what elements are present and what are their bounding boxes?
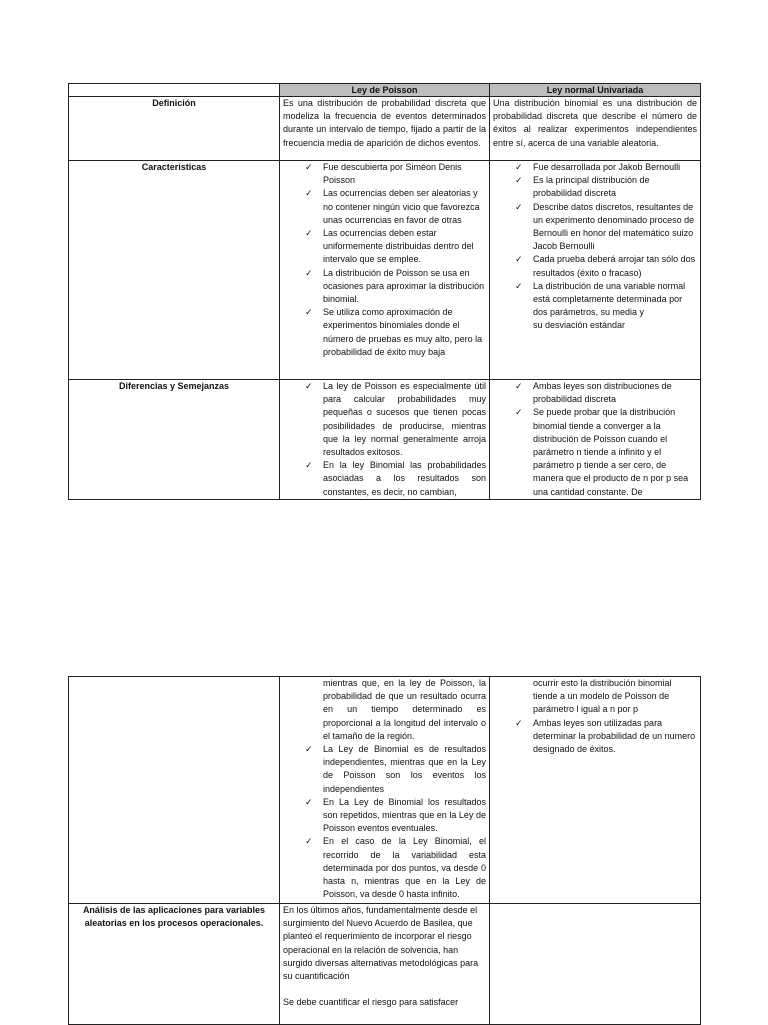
comparison-table-page2 bbox=[68, 676, 701, 1025]
row-analisis bbox=[69, 904, 701, 1025]
row-diferencias bbox=[69, 380, 701, 500]
list-item: ✓ La Ley de Binomial es de resultados independientes, mientras que en la Ley de Poisson son los eventos los independientes bbox=[323, 743, 486, 796]
row-caracteristicas bbox=[69, 161, 701, 380]
row-label-definicion: Definición bbox=[69, 97, 280, 161]
comparison-table-page1 bbox=[68, 83, 701, 500]
list-item: ✓ En la ley Binomial las probabilidades asociadas a los resultados son constantes, es decir, no cambian, bbox=[323, 459, 486, 499]
analisis-gap bbox=[283, 983, 486, 996]
list-item: ✓ La distribución de Poisson se usa en ocasiones para aproximar la distribución binomial. bbox=[323, 267, 486, 307]
analisis-text-cell bbox=[280, 904, 490, 1025]
diferencias-normal bbox=[490, 380, 701, 500]
list-item: ✓ Se puede probar que la distribución binomial tiende a converger a la distribución de Poisson cuando el parámetro n tiende a infinito y el parámetro p tiende a ser cero, de manera que el producto de n por p sea una cantidad constante. De bbox=[533, 406, 697, 498]
cont-normal-list bbox=[493, 717, 697, 757]
diferencias-poisson bbox=[280, 380, 490, 500]
row-diferencias-cont bbox=[69, 677, 701, 904]
row-label-caracteristicas: Características bbox=[69, 161, 280, 380]
caracteristicas-poisson bbox=[280, 161, 490, 380]
list-item: ✓ Fue descubierta por Siméon Denis Poisson bbox=[323, 161, 486, 187]
header-normal: Ley normal Univariada bbox=[490, 84, 701, 97]
cont-poisson bbox=[280, 677, 490, 904]
diferencias-poisson-list bbox=[283, 380, 486, 499]
caracteristicas-normal-list bbox=[493, 161, 697, 319]
list-item: ✓ Describe datos discretos, resultantes de un experimento denominado proceso de Bernoulli en honor del matemático suizo Jacob Bernoulli bbox=[533, 201, 697, 254]
definicion-normal: Una distribución binomial es una distribución de probabilidad discreta que describe el número de éxitos al realizar experimentos independientes entre sí, acerca de una variable aleatoria. bbox=[490, 97, 701, 161]
list-item: ✓ Ambas leyes son utilizadas para determinar la probabilidad de un numero designado de éxitos. bbox=[533, 717, 697, 757]
row-label-analisis: Análisis de las aplicaciones para variables aleatorias en los procesos operacionales. bbox=[69, 904, 280, 1025]
row-label-diferencias: Diferencias y Semejanzas bbox=[69, 380, 280, 500]
cont-poisson-lead: mientras que, en la ley de Poisson, la probabilidad de que un resultado ocurra en un tiempo determinado es proporcional a la longitud del intervalo o el tamaño de la región. bbox=[323, 678, 486, 741]
cont-poisson-list bbox=[283, 743, 486, 901]
cont-label-empty bbox=[69, 677, 280, 904]
list-item: ✓ Ambas leyes son distribuciones de probabilidad discreta bbox=[533, 380, 697, 406]
caracteristicas-poisson-list bbox=[283, 161, 486, 359]
list-item: ✓ Las ocurrencias deben estar uniformemente distribuidas dentro del intervalo que se emplee. bbox=[323, 227, 486, 267]
row-definicion bbox=[69, 97, 701, 161]
header-poisson: Ley de Poisson bbox=[280, 84, 490, 97]
header-blank bbox=[69, 84, 280, 97]
list-item: ✓ Fue desarrollada por Jakob Bernoulli bbox=[533, 161, 697, 174]
caracteristicas-normal bbox=[490, 161, 701, 380]
list-item: ✓ La ley de Poisson es especialmente útil para calcular probabilidades muy pequeñas o sucesos que tienen pocas posibilidades de producirse, mientras que la ley normal generalmente arroja resultados exitosos. bbox=[323, 380, 486, 459]
analisis-text: En los últimos años, fundamentalmente desde el surgimiento del Nuevo Acuerdo de Basilea, que planteó el requerimiento de incorporar el riesgo operacional en la relación de solvencia, han surgido diversas alternativas metodológicas para su cuantificación bbox=[283, 905, 479, 982]
analisis-empty bbox=[490, 904, 701, 1025]
cont-normal bbox=[490, 677, 701, 904]
list-item: ✓ Cada prueba deberá arrojar tan sólo dos resultados (éxito o fracaso) bbox=[533, 253, 697, 279]
list-item: ✓ La distribución de una variable normal está completamente determinada por dos parámetros, su media y bbox=[533, 280, 697, 320]
header-row bbox=[69, 84, 701, 97]
list-item: ✓ En el caso de la Ley Binomial, el recorrido de la variabilidad esta determinada por dos puntos, va desde 0 hasta n, mientras que en la Ley de Poisson, va desde 0 hasta infinito. bbox=[323, 835, 486, 901]
analisis-text-2: Se debe cuantificar el riesgo para satisfacer bbox=[283, 997, 459, 1008]
cont-normal-lead: ocurrir esto la distribución binomial tiende a un modelo de Poisson de parámetro l igual a n por p bbox=[533, 678, 672, 715]
list-item: ✓ Se utiliza como aproximación de experimentos binomiales donde el número de pruebas es muy alto, pero la probabilidad de éxito muy baja bbox=[323, 306, 486, 359]
diferencias-normal-list bbox=[493, 380, 697, 499]
definicion-poisson: Es una distribución de probabilidad discreta que modeliza la frecuencia de eventos determinados durante un intervalo de tiempo, fijado a partir de la frecuencia media de aparición de dichos eventos. bbox=[280, 97, 490, 161]
list-item: ✓ Las ocurrencias deben ser aleatorias y no contener ningún vicio que favorezca unas ocurrencias en favor de otras bbox=[323, 187, 486, 227]
list-item: ✓ En La Ley de Binomial los resultados son repetidos, mientras que en la Ley de Poisson eventos eventuales. bbox=[323, 796, 486, 836]
caracteristicas-normal-tail: su desviación estándar bbox=[533, 320, 626, 331]
list-item: ✓ Es la principal distribución de probabilidad discreta bbox=[533, 174, 697, 200]
